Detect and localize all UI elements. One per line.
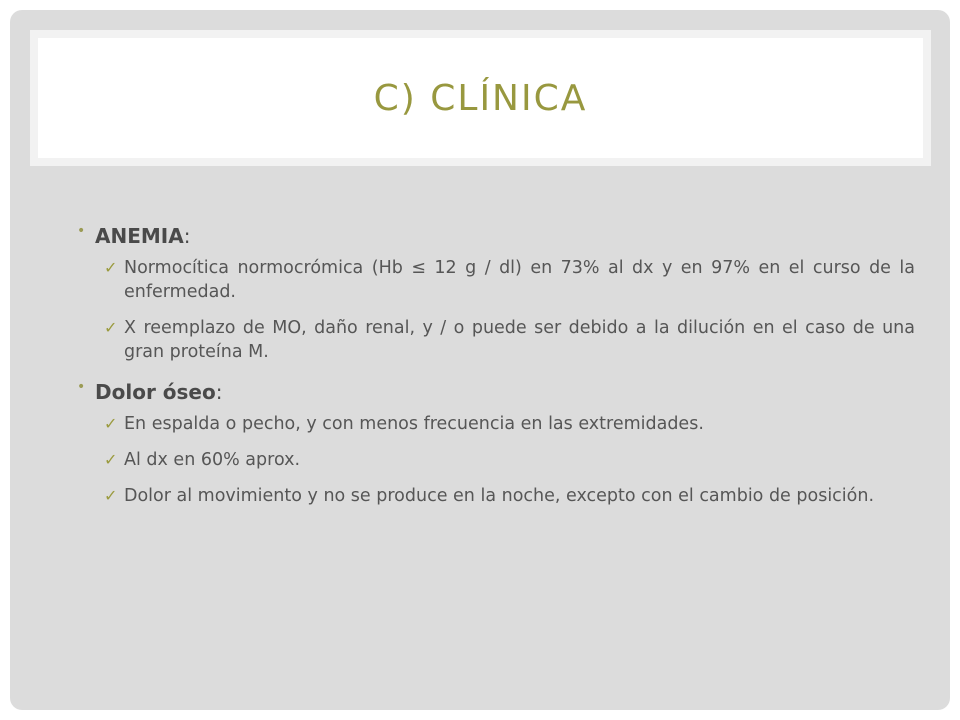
list-item bbox=[104, 316, 915, 364]
bullet-dolor-oseo bbox=[77, 376, 915, 508]
checkmark-icon: ✓ bbox=[104, 258, 118, 277]
list-item bbox=[104, 412, 915, 436]
heading-colon: : bbox=[183, 224, 191, 248]
list-item-text: Dolor al movimiento y no se produce en la noche, excepto con el cambio de posición. bbox=[124, 486, 875, 506]
bullet-heading bbox=[95, 376, 915, 408]
checkmark-icon: ✓ bbox=[104, 318, 118, 337]
sub-list bbox=[95, 412, 915, 508]
list-item-text: Normocítica normocrómica (Hb ≤ 12 g / dl) en 73% al dx y en 97% en el curso de la enfermedad. bbox=[124, 258, 915, 302]
list-item-text: Al dx en 60% aprox. bbox=[124, 450, 301, 470]
title-box bbox=[30, 30, 931, 166]
sub-list bbox=[95, 256, 915, 364]
bullet-dot-icon: • bbox=[77, 223, 86, 239]
bullet-dot-icon: • bbox=[77, 379, 86, 395]
checkmark-icon: ✓ bbox=[104, 486, 118, 505]
list-item bbox=[104, 256, 915, 304]
slide-content bbox=[77, 220, 915, 520]
heading-text: Dolor óseo bbox=[95, 380, 216, 404]
list-item-text: En espalda o pecho, y con menos frecuencia en las extremidades. bbox=[124, 414, 704, 434]
list-item-text: X reemplazo de MO, daño renal, y / o puede ser debido a la dilución en el caso de una gran proteína M. bbox=[124, 318, 915, 362]
checkmark-icon: ✓ bbox=[104, 450, 118, 469]
bullet-anemia bbox=[77, 220, 915, 364]
checkmark-icon: ✓ bbox=[104, 414, 118, 433]
heading-text: ANEMIA bbox=[95, 224, 184, 248]
heading-colon: : bbox=[215, 380, 223, 404]
list-item bbox=[104, 484, 915, 508]
slide-title: C) CLÍNICA bbox=[373, 77, 588, 119]
list-item bbox=[104, 448, 915, 472]
bullet-list bbox=[77, 220, 915, 508]
slide bbox=[10, 10, 950, 710]
bullet-heading bbox=[95, 220, 915, 252]
